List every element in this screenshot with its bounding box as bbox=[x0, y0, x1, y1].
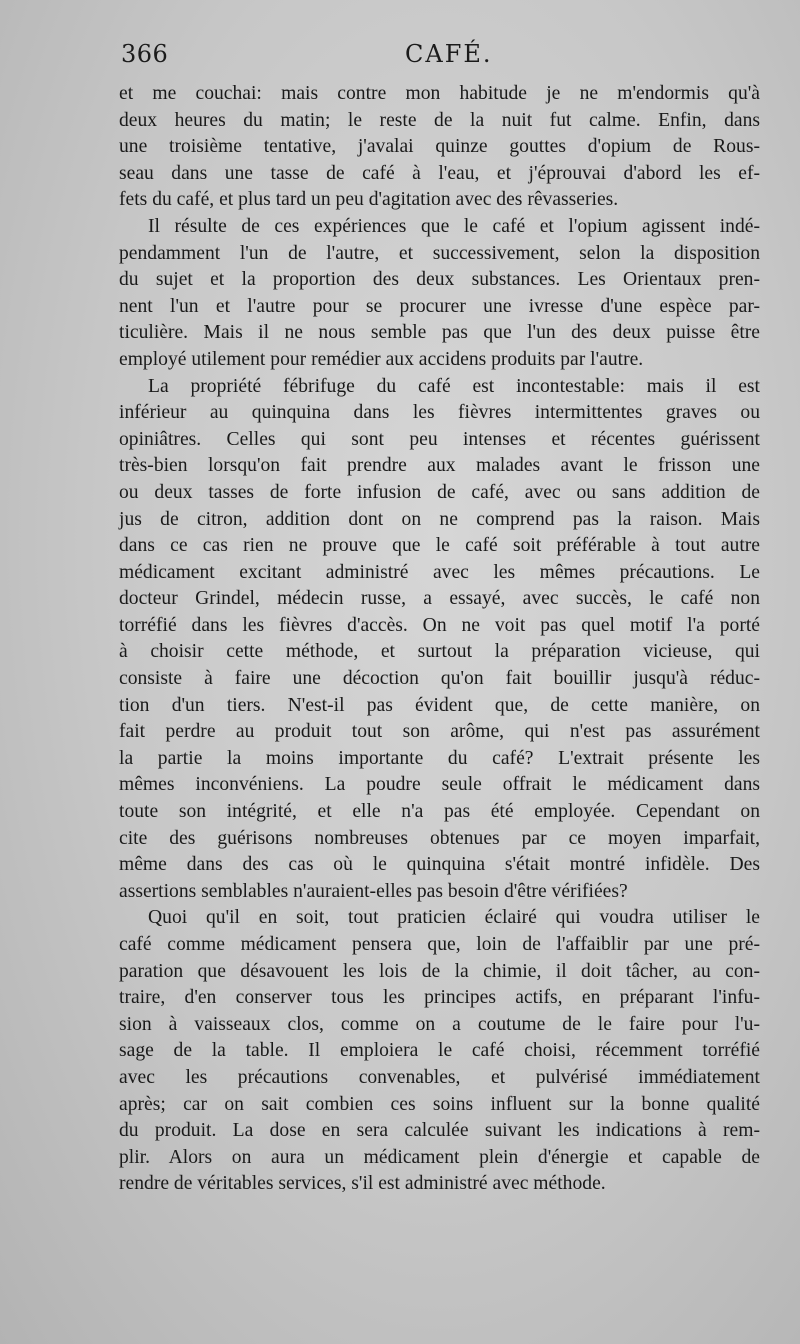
text-line: fait perdre au produit tout son arôme, qui n'est pas assurément bbox=[119, 721, 760, 743]
text-line: avec les précautions convenables, et pulvérisé immédiatement bbox=[119, 1066, 760, 1088]
text-line: même dans des cas où le quinquina s'était montré infidèle. Des bbox=[119, 854, 760, 876]
page-number: 366 bbox=[121, 40, 169, 68]
text-line: sion à vaisseaux clos, comme on a coutume de le faire pour l'u- bbox=[119, 1013, 760, 1035]
text-line: et me couchai: mais contre mon habitude je ne m'endormis qu'à bbox=[119, 83, 760, 104]
text-line: du sujet et la proportion des deux substances. Les Orientaux pren- bbox=[119, 269, 760, 291]
text-line: traire, d'en conserver tous les principes actifs, en préparant l'infu- bbox=[119, 987, 760, 1009]
text-line: jus de citron, addition dont on ne comprend pas la raison. Mais bbox=[119, 508, 760, 530]
text-line: ticulière. Mais il ne nous semble pas que l'un des deux puisse être bbox=[119, 322, 760, 344]
text-line: après; car on sait combien ces soins influent sur la bonne qualité bbox=[119, 1093, 760, 1115]
text-line: assertions semblables n'auraient-elles pas besoin d'être vérifiées? bbox=[119, 880, 628, 902]
text-line: torréfié dans les fièvres d'accès. On ne voit pas quel motif l'a porté bbox=[119, 614, 760, 636]
running-head: CAFÉ. bbox=[405, 40, 493, 68]
text-line: seau dans une tasse de café à l'eau, et j'éprouvai d'abord les ef- bbox=[119, 162, 760, 184]
text-line: très-bien lorsqu'on fait prendre aux malades avant le frisson une bbox=[119, 455, 760, 477]
text-line: toute son intégrité, et elle n'a pas été employée. Cependant on bbox=[119, 801, 760, 823]
text-line: tion d'un tiers. N'est-il pas évident que, de cette manière, on bbox=[119, 694, 760, 716]
text-line: employé utilement pour remédier aux accidens produits par l'autre. bbox=[119, 348, 644, 370]
text-line: La propriété fébrifuge du café est incontestable: mais il est bbox=[148, 375, 760, 397]
text-line: café comme médicament pensera que, loin de l'affaiblir par une pré- bbox=[119, 934, 760, 955]
text-line: consiste à faire une décoction qu'on fait bouillir jusqu'à réduc- bbox=[119, 668, 760, 690]
text-line: mêmes inconvéniens. La poudre seule offrait le médicament dans bbox=[119, 774, 760, 796]
text-line: la partie la moins importante du café? L'extrait présente les bbox=[119, 747, 760, 769]
text-line: nent l'un et l'autre pour se procurer une ivresse d'une espèce par- bbox=[119, 295, 760, 317]
text-line: paration que désavouent les lois de la chimie, il doit tâcher, au con- bbox=[119, 960, 760, 982]
text-line: fets du café, et plus tard un peu d'agitation avec des rêvasseries. bbox=[119, 189, 619, 211]
text-line: docteur Grindel, médecin russe, a essayé, avec succès, le café non bbox=[119, 588, 760, 610]
body-text bbox=[119, 81, 760, 1198]
page-header bbox=[121, 40, 761, 76]
text-line: cite des guérisons nombreuses obtenues par ce moyen imparfait, bbox=[119, 827, 760, 849]
text-line: ou deux tasses de forte infusion de café, avec ou sans addition de bbox=[119, 481, 760, 503]
text-line: opiniâtres. Celles qui sont peu intenses et récentes guérissent bbox=[119, 428, 760, 450]
text-line: une troisième tentative, j'avalai quinze gouttes d'opium de Rous- bbox=[119, 136, 760, 158]
text-line: deux heures du matin; le reste de la nuit fut calme. Enfin, dans bbox=[119, 109, 760, 131]
text-line: pendamment l'un de l'autre, et successivement, selon la disposition bbox=[119, 242, 760, 264]
text-line: dans ce cas rien ne prouve que le café soit préférable à tout autre bbox=[119, 535, 760, 557]
text-line: plir. Alors on aura un médicament plein d'énergie et capable de bbox=[119, 1146, 760, 1168]
text-line: Il résulte de ces expériences que le café et l'opium agissent indé- bbox=[148, 215, 760, 237]
text-line: sage de la table. Il emploiera le café choisi, récemment torréfié bbox=[119, 1040, 760, 1062]
text-line: médicament excitant administré avec les mêmes précautions. Le bbox=[119, 561, 760, 583]
text-line: à choisir cette méthode, et surtout la préparation vicieuse, qui bbox=[119, 641, 760, 663]
text-line: rendre de véritables services, s'il est administré avec méthode. bbox=[119, 1173, 606, 1195]
text-line: Quoi qu'il en soit, tout praticien éclairé qui voudra utiliser le bbox=[148, 907, 760, 929]
text-line: inférieur au quinquina dans les fièvres intermittentes graves ou bbox=[119, 402, 760, 424]
text-line: du produit. La dose en sera calculée suivant les indications à rem- bbox=[119, 1120, 760, 1142]
